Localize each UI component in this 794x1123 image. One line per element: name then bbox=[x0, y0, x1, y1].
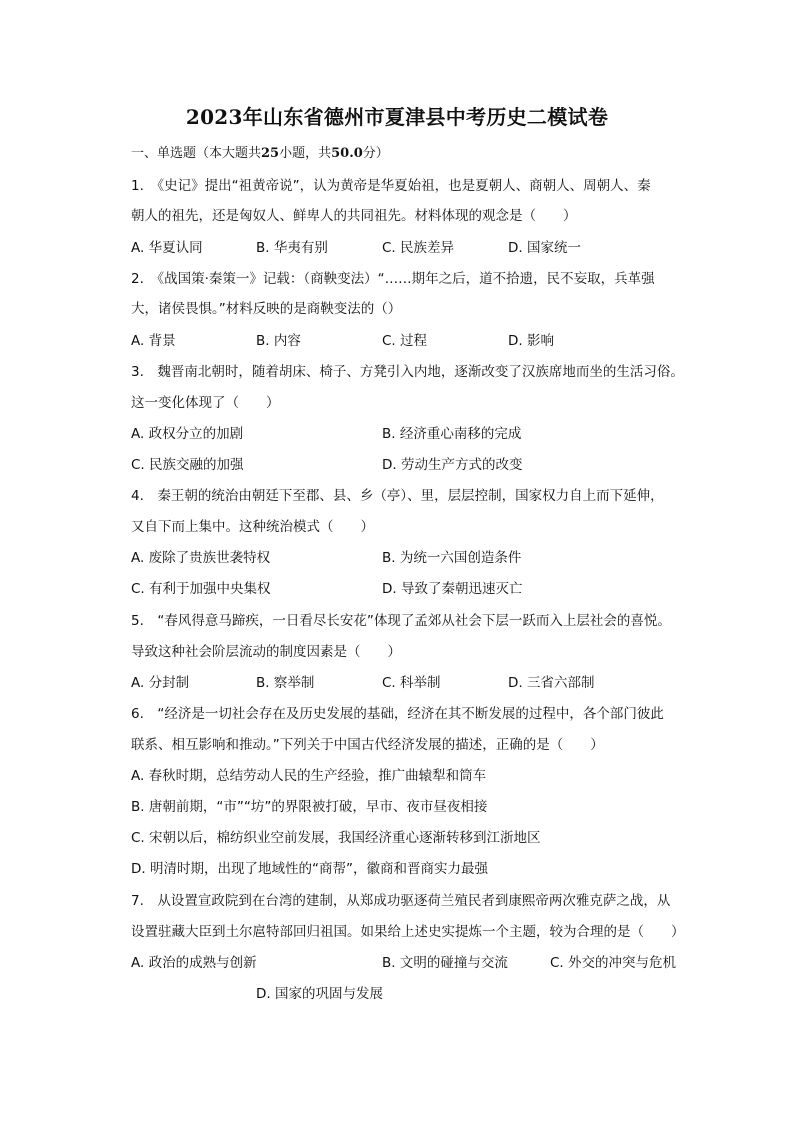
section-heading bbox=[131, 145, 389, 163]
question-3-line-2: 这一变化体现了（ ） bbox=[131, 395, 280, 411]
question-7-line-2: 设置驻藏大臣到土尔扈特部回归祖国。如果给上述史实提炼一个主题，较为合理的是（ ） bbox=[131, 924, 685, 940]
question-4-option-a[interactable]: A. 废除了贵族世袭特权 bbox=[131, 550, 271, 566]
question-2-line-1: 2. 《战国策·秦策一》记载：（商鞅变法）“……期年之后，道不拾遗，民不妄取，兵革强 bbox=[131, 271, 655, 287]
section-middle: 小题，共 bbox=[279, 146, 332, 161]
question-5-option-d[interactable]: D. 三省六部制 bbox=[508, 675, 595, 691]
question-3-line-1: 3. 魏晋南北朝时，随着胡床、椅子、方凳引入内地，逐渐改变了汉族席地而坐的生活习俗。 bbox=[131, 364, 684, 380]
question-5-option-a[interactable]: A. 分封制 bbox=[131, 675, 190, 691]
section-prefix: 一、单选题（本大题共 bbox=[131, 146, 262, 161]
question-5-option-b[interactable]: B. 察举制 bbox=[256, 675, 315, 691]
question-7-option-b[interactable]: B. 文明的碰撞与交流 bbox=[382, 955, 508, 971]
question-1-option-b[interactable]: B. 华夷有别 bbox=[256, 240, 328, 256]
question-2-option-a[interactable]: A. 背景 bbox=[131, 333, 176, 349]
question-4-option-d[interactable]: D. 导致了秦朝迅速灭亡 bbox=[382, 581, 523, 597]
question-4-line-1: 4. 秦王朝的统治由朝廷下至郡、县、乡（亭）、里，层层控制，国家权力自上而下延伸， bbox=[131, 488, 664, 504]
total-score: 50.0 bbox=[331, 146, 363, 161]
question-2-option-d[interactable]: D. 影响 bbox=[508, 333, 554, 349]
question-6-option-c[interactable]: C. 宋朝以后，棉纺织业空前发展，我国经济重心逐渐转移到江浙地区 bbox=[131, 830, 541, 846]
question-7-option-d[interactable]: D. 国家的巩固与发展 bbox=[256, 986, 383, 1002]
question-6-option-a[interactable]: A. 春秋时期，总结劳动人民的生产经验，推广曲辕犁和筒车 bbox=[131, 768, 487, 784]
question-3-option-b[interactable]: B. 经济重心南移的完成 bbox=[382, 426, 522, 442]
question-1-option-a[interactable]: A. 华夏认同 bbox=[131, 240, 203, 256]
question-6-line-1: 6. “经济是一切社会存在及历史发展的基础，经济在其不断发展的过程中，各个部门彼此 bbox=[131, 706, 664, 722]
question-4-option-c[interactable]: C. 有利于加强中央集权 bbox=[131, 581, 271, 597]
question-7-option-a[interactable]: A. 政治的成熟与创新 bbox=[131, 955, 257, 971]
question-6-option-b[interactable]: B. 唐朝前期，“市”“坊”的界限被打破，早市、夜市昼夜相接 bbox=[131, 799, 488, 815]
question-count: 25 bbox=[261, 146, 280, 161]
question-5-line-2: 导致这种社会阶层流动的制度因素是（ ） bbox=[131, 644, 401, 660]
question-3-option-d[interactable]: D. 劳动生产方式的改变 bbox=[382, 457, 523, 473]
section-suffix: 分） bbox=[362, 146, 389, 161]
question-2-line-2: 大，诸侯畏惧。”材料反映的是商鞅变法的（） bbox=[131, 301, 402, 317]
question-5-line-1: 5. “春风得意马蹄疾，一日看尽长安花”体现了孟郊从社会下层一跃而入上层社会的喜悦。 bbox=[131, 613, 671, 629]
question-4-option-b[interactable]: B. 为统一六国创造条件 bbox=[382, 550, 522, 566]
question-2-option-c[interactable]: C. 过程 bbox=[382, 333, 428, 349]
question-7-option-c[interactable]: C. 外交的冲突与危机 bbox=[550, 955, 677, 971]
question-1-option-d[interactable]: D. 国家统一 bbox=[508, 240, 581, 256]
question-1-option-c[interactable]: C. 民族差异 bbox=[382, 240, 455, 256]
question-7-line-1: 7. 从设置宣政院到在台湾的建制，从郑成功驱逐荷兰殖民者到康熙帝两次雅克萨之战，从 bbox=[131, 893, 671, 909]
question-3-option-c[interactable]: C. 民族交融的加强 bbox=[131, 457, 244, 473]
question-2-option-b[interactable]: B. 内容 bbox=[256, 333, 301, 349]
question-3-option-a[interactable]: A. 政权分立的加剧 bbox=[131, 426, 244, 442]
question-1-line-2: 朝人的祖先，还是匈奴人、鲜卑人的共同祖先。材料体现的观念是（ ） bbox=[131, 208, 577, 224]
question-1-line-1: 1. 《史记》提出“祖黄帝说”，认为黄帝是华夏始祖，也是夏朝人、商朝人、周朝人、秦 bbox=[131, 178, 651, 194]
question-6-option-d[interactable]: D. 明清时期，出现了地域性的“商帮”，徽商和晋商实力最强 bbox=[131, 861, 488, 877]
question-4-line-2: 又自下而上集中。这种统治模式（ ） bbox=[131, 519, 374, 535]
question-5-option-c[interactable]: C. 科举制 bbox=[382, 675, 441, 691]
exam-title: 2023年山东省德州市夏津县中考历史二模试卷 bbox=[185, 105, 609, 129]
question-6-line-2: 联系、相互影响和推动。”下列关于中国古代经济发展的描述，正确的是（ ） bbox=[131, 737, 604, 753]
